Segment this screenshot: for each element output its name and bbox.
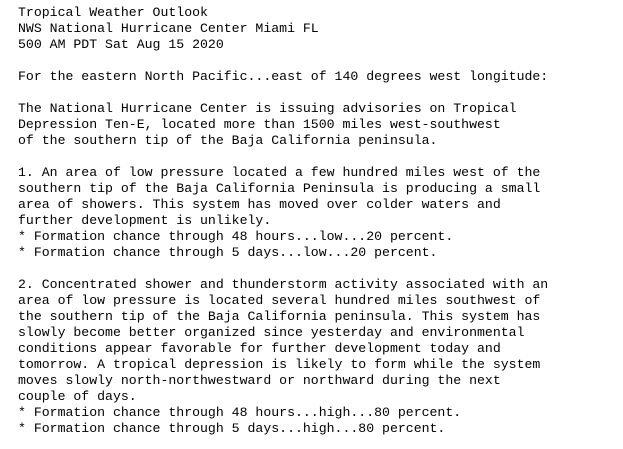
system-1-line: further development is unlikely. [18, 213, 272, 228]
advisory-paragraph [18, 101, 618, 149]
outlook-document [18, 5, 618, 437]
issue-time: 500 AM PDT Sat Aug 15 2020 [18, 37, 224, 52]
system-2-paragraph [18, 277, 618, 437]
blank-line [18, 149, 618, 165]
system-2-line: conditions appear favorable for further development today and [18, 341, 501, 356]
system-2-line: couple of days. [18, 389, 137, 404]
region-heading: For the eastern North Pacific...east of 140 degrees west longitude: [18, 69, 549, 84]
product-title: Tropical Weather Outlook [18, 5, 208, 20]
system-2-chance-5d: * Formation chance through 5 days...high...80 percent. [18, 421, 446, 436]
blank-line [18, 53, 618, 69]
advisory-line: of the southern tip of the Baja California peninsula. [18, 133, 438, 148]
blank-line [18, 261, 618, 277]
system-2-line: area of low pressure is located several hundred miles southwest of [18, 293, 541, 308]
system-1-line: southern tip of the Baja California Peninsula is producing a small [18, 181, 541, 196]
system-2-line: moves slowly north-northwestward or northward during the next [18, 373, 501, 388]
advisory-line: Depression Ten-E, located more than 1500 miles west-southwest [18, 117, 501, 132]
system-2-line: the southern tip of the Baja California peninsula. This system has [18, 309, 541, 324]
blank-line [18, 85, 618, 101]
system-2-chance-48h: * Formation chance through 48 hours...high...80 percent. [18, 405, 462, 420]
system-2-line: slowly become better organized since yesterday and environmental [18, 325, 525, 340]
system-2-line: 2. Concentrated shower and thunderstorm activity associated with an [18, 277, 549, 292]
system-1-line: 1. An area of low pressure located a few hundred miles west of the [18, 165, 541, 180]
system-1-chance-5d: * Formation chance through 5 days...low...20 percent. [18, 245, 438, 260]
system-2-line: tomorrow. A tropical depression is likely to form while the system [18, 357, 541, 372]
system-1-chance-48h: * Formation chance through 48 hours...low...20 percent. [18, 229, 454, 244]
system-1-paragraph [18, 165, 618, 261]
issuing-office: NWS National Hurricane Center Miami FL [18, 21, 319, 36]
system-1-line: area of showers. This system has moved over colder waters and [18, 197, 501, 212]
advisory-line: The National Hurricane Center is issuing advisories on Tropical [18, 101, 517, 116]
